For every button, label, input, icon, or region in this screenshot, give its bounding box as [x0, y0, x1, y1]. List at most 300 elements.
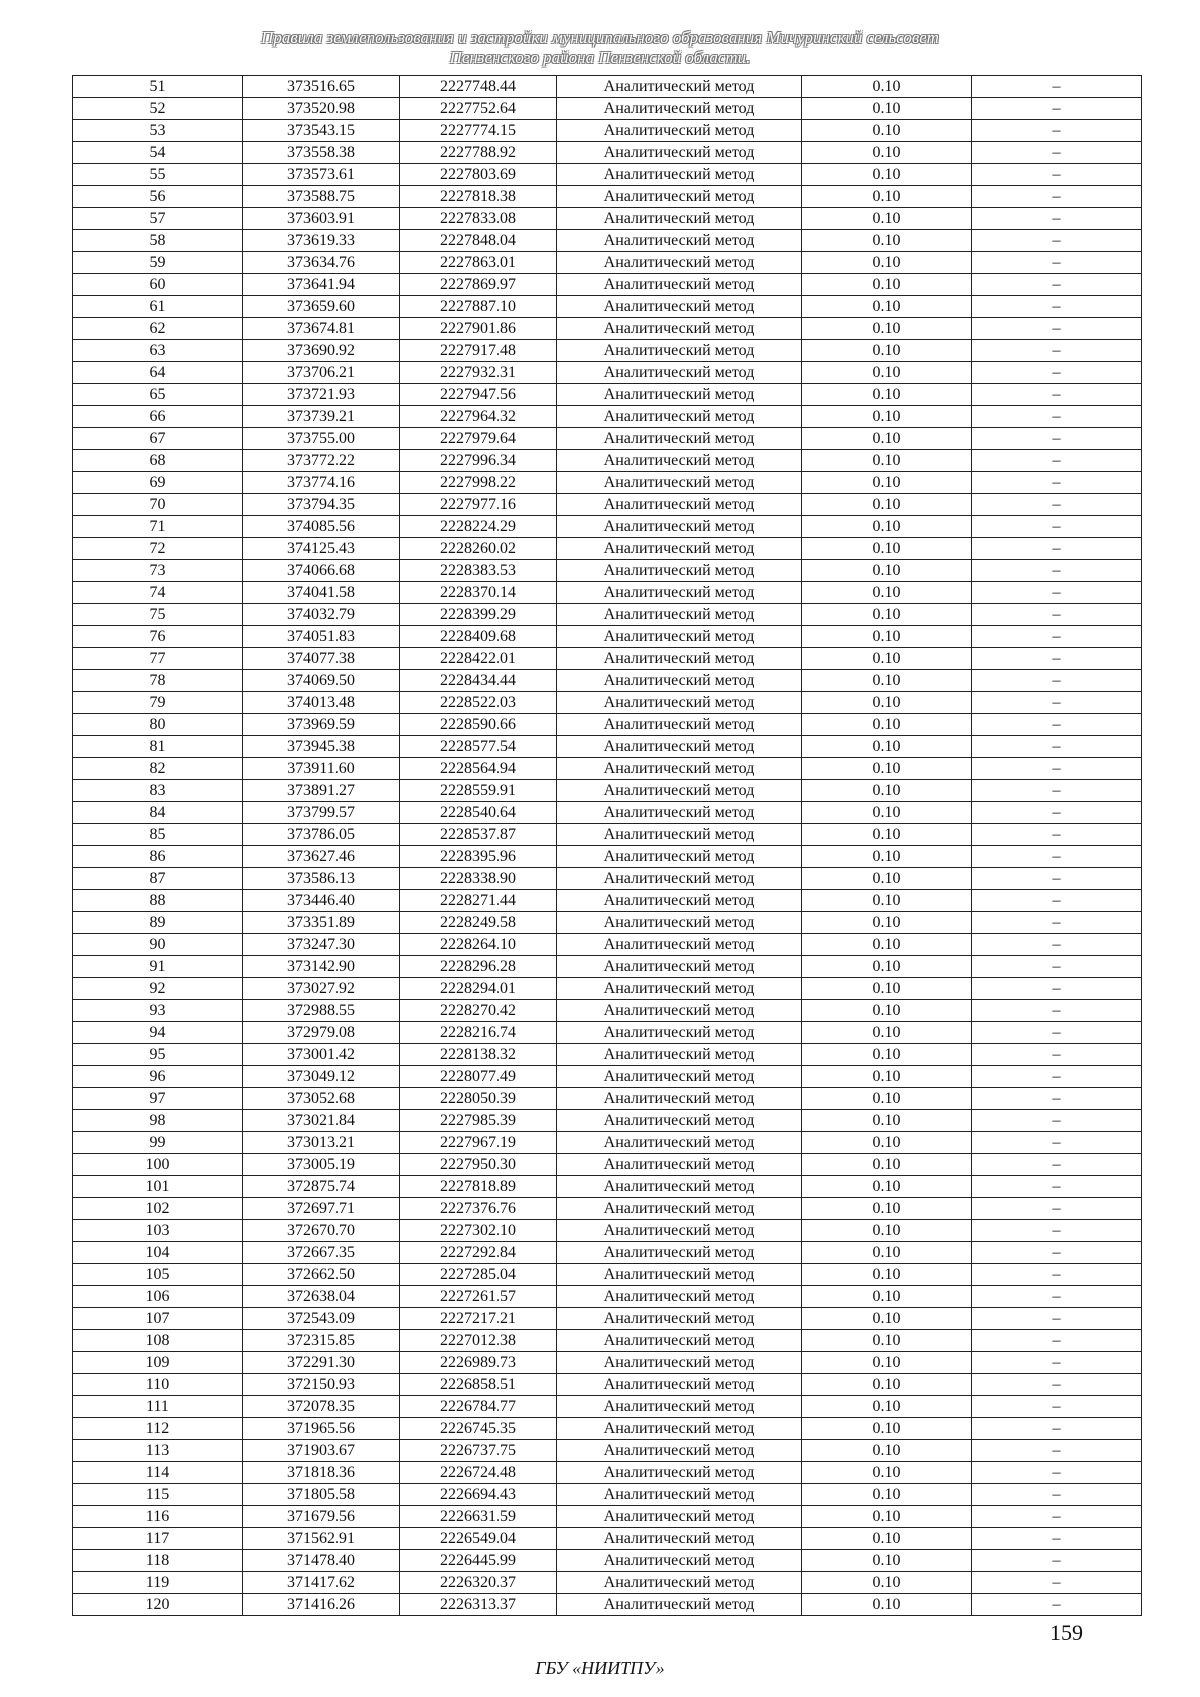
table-row	[73, 274, 1142, 296]
method-cell: Аналитический метод	[557, 1594, 802, 1616]
accuracy-cell: 0.10	[802, 1352, 972, 1374]
method-cell: Аналитический метод	[557, 98, 802, 120]
dash-cell: –	[972, 450, 1142, 472]
accuracy-cell: 0.10	[802, 1484, 972, 1506]
point-number-cell: 73	[73, 560, 243, 582]
y-coordinate-cell: 2227376.76	[400, 1198, 557, 1220]
dash-cell: –	[972, 1176, 1142, 1198]
accuracy-cell: 0.10	[802, 582, 972, 604]
x-coordinate-cell: 373021.84	[243, 1110, 400, 1132]
y-coordinate-cell: 2228383.53	[400, 560, 557, 582]
method-cell: Аналитический метод	[557, 208, 802, 230]
point-number-cell: 109	[73, 1352, 243, 1374]
y-coordinate-cell: 2227788.92	[400, 142, 557, 164]
accuracy-cell: 0.10	[802, 164, 972, 186]
point-number-cell: 106	[73, 1286, 243, 1308]
page-number: 159	[1050, 1620, 1083, 1645]
dash-cell: –	[972, 1022, 1142, 1044]
x-coordinate-cell: 373674.81	[243, 318, 400, 340]
y-coordinate-cell: 2228296.28	[400, 956, 557, 978]
dash-cell: –	[972, 296, 1142, 318]
y-coordinate-cell: 2227967.19	[400, 1132, 557, 1154]
point-number-cell: 68	[73, 450, 243, 472]
method-cell: Аналитический метод	[557, 978, 802, 1000]
y-coordinate-cell: 2228564.94	[400, 758, 557, 780]
y-coordinate-cell: 2226320.37	[400, 1572, 557, 1594]
table-row	[73, 582, 1142, 604]
x-coordinate-cell: 372670.70	[243, 1220, 400, 1242]
point-number-cell: 117	[73, 1528, 243, 1550]
y-coordinate-cell: 2227302.10	[400, 1220, 557, 1242]
method-cell: Аналитический метод	[557, 1396, 802, 1418]
accuracy-cell: 0.10	[802, 912, 972, 934]
table-row	[73, 1154, 1142, 1176]
table-row	[73, 252, 1142, 274]
dash-cell: –	[972, 868, 1142, 890]
x-coordinate-cell: 373052.68	[243, 1088, 400, 1110]
dash-cell: –	[972, 120, 1142, 142]
point-number-cell: 97	[73, 1088, 243, 1110]
y-coordinate-cell: 2226631.59	[400, 1506, 557, 1528]
x-coordinate-cell: 373911.60	[243, 758, 400, 780]
y-coordinate-cell: 2227901.86	[400, 318, 557, 340]
point-number-cell: 59	[73, 252, 243, 274]
accuracy-cell: 0.10	[802, 472, 972, 494]
dash-cell: –	[972, 230, 1142, 252]
accuracy-cell: 0.10	[802, 362, 972, 384]
method-cell: Аналитический метод	[557, 362, 802, 384]
dash-cell: –	[972, 98, 1142, 120]
point-number-cell: 58	[73, 230, 243, 252]
y-coordinate-cell: 2228138.32	[400, 1044, 557, 1066]
point-number-cell: 86	[73, 846, 243, 868]
method-cell: Аналитический метод	[557, 714, 802, 736]
dash-cell: –	[972, 406, 1142, 428]
accuracy-cell: 0.10	[802, 648, 972, 670]
accuracy-cell: 0.10	[802, 252, 972, 274]
accuracy-cell: 0.10	[802, 1044, 972, 1066]
x-coordinate-cell: 372979.08	[243, 1022, 400, 1044]
x-coordinate-cell: 373619.33	[243, 230, 400, 252]
table-row	[73, 670, 1142, 692]
y-coordinate-cell: 2227932.31	[400, 362, 557, 384]
x-coordinate-cell: 373786.05	[243, 824, 400, 846]
accuracy-cell: 0.10	[802, 1000, 972, 1022]
table-row	[73, 1000, 1142, 1022]
dash-cell: –	[972, 1440, 1142, 1462]
accuracy-cell: 0.10	[802, 1066, 972, 1088]
method-cell: Аналитический метод	[557, 582, 802, 604]
accuracy-cell: 0.10	[802, 494, 972, 516]
y-coordinate-cell: 2228271.44	[400, 890, 557, 912]
table-row	[73, 1330, 1142, 1352]
point-number-cell: 64	[73, 362, 243, 384]
method-cell: Аналитический метод	[557, 934, 802, 956]
method-cell: Аналитический метод	[557, 1330, 802, 1352]
page-header	[120, 28, 1080, 68]
method-cell: Аналитический метод	[557, 912, 802, 934]
x-coordinate-cell: 374085.56	[243, 516, 400, 538]
point-number-cell: 113	[73, 1440, 243, 1462]
dash-cell: –	[972, 252, 1142, 274]
y-coordinate-cell: 2227818.89	[400, 1176, 557, 1198]
y-coordinate-cell: 2228249.58	[400, 912, 557, 934]
point-number-cell: 96	[73, 1066, 243, 1088]
point-number-cell: 63	[73, 340, 243, 362]
table-row	[73, 538, 1142, 560]
dash-cell: –	[972, 1154, 1142, 1176]
y-coordinate-cell: 2227261.57	[400, 1286, 557, 1308]
point-number-cell: 85	[73, 824, 243, 846]
point-number-cell: 62	[73, 318, 243, 340]
x-coordinate-cell: 373586.13	[243, 868, 400, 890]
table-row	[73, 648, 1142, 670]
method-cell: Аналитический метод	[557, 1462, 802, 1484]
point-number-cell: 74	[73, 582, 243, 604]
x-coordinate-cell: 374066.68	[243, 560, 400, 582]
accuracy-cell: 0.10	[802, 1396, 972, 1418]
x-coordinate-cell: 373641.94	[243, 274, 400, 296]
dash-cell: –	[972, 318, 1142, 340]
y-coordinate-cell: 2228264.10	[400, 934, 557, 956]
point-number-cell: 53	[73, 120, 243, 142]
accuracy-cell: 0.10	[802, 736, 972, 758]
point-number-cell: 105	[73, 1264, 243, 1286]
dash-cell: –	[972, 736, 1142, 758]
y-coordinate-cell: 2228540.64	[400, 802, 557, 824]
accuracy-cell: 0.10	[802, 208, 972, 230]
y-coordinate-cell: 2227848.04	[400, 230, 557, 252]
y-coordinate-cell: 2226784.77	[400, 1396, 557, 1418]
accuracy-cell: 0.10	[802, 516, 972, 538]
method-cell: Аналитический метод	[557, 1308, 802, 1330]
method-cell: Аналитический метод	[557, 252, 802, 274]
point-number-cell: 107	[73, 1308, 243, 1330]
point-number-cell: 115	[73, 1484, 243, 1506]
method-cell: Аналитический метод	[557, 142, 802, 164]
accuracy-cell: 0.10	[802, 1132, 972, 1154]
x-coordinate-cell: 373049.12	[243, 1066, 400, 1088]
dash-cell: –	[972, 604, 1142, 626]
dash-cell: –	[972, 780, 1142, 802]
dash-cell: –	[972, 1528, 1142, 1550]
accuracy-cell: 0.10	[802, 824, 972, 846]
dash-cell: –	[972, 1000, 1142, 1022]
dash-cell: –	[972, 670, 1142, 692]
method-cell: Аналитический метод	[557, 1572, 802, 1594]
table-row	[73, 1066, 1142, 1088]
table-row	[73, 164, 1142, 186]
point-number-cell: 94	[73, 1022, 243, 1044]
x-coordinate-cell: 372667.35	[243, 1242, 400, 1264]
y-coordinate-cell: 2227803.69	[400, 164, 557, 186]
x-coordinate-cell: 373659.60	[243, 296, 400, 318]
dash-cell: –	[972, 1506, 1142, 1528]
dash-cell: –	[972, 494, 1142, 516]
method-cell: Аналитический метод	[557, 516, 802, 538]
point-number-cell: 71	[73, 516, 243, 538]
point-number-cell: 119	[73, 1572, 243, 1594]
point-number-cell: 56	[73, 186, 243, 208]
method-cell: Аналитический метод	[557, 692, 802, 714]
x-coordinate-cell: 371417.62	[243, 1572, 400, 1594]
accuracy-cell: 0.10	[802, 318, 972, 340]
point-number-cell: 92	[73, 978, 243, 1000]
x-coordinate-cell: 373772.22	[243, 450, 400, 472]
dash-cell: –	[972, 560, 1142, 582]
accuracy-cell: 0.10	[802, 978, 972, 1000]
method-cell: Аналитический метод	[557, 472, 802, 494]
table-row	[73, 1374, 1142, 1396]
accuracy-cell: 0.10	[802, 384, 972, 406]
method-cell: Аналитический метод	[557, 1022, 802, 1044]
y-coordinate-cell: 2227869.97	[400, 274, 557, 296]
table-row	[73, 802, 1142, 824]
point-number-cell: 95	[73, 1044, 243, 1066]
table-row	[73, 76, 1142, 98]
method-cell: Аналитический метод	[557, 648, 802, 670]
table-row	[73, 1088, 1142, 1110]
accuracy-cell: 0.10	[802, 1220, 972, 1242]
method-cell: Аналитический метод	[557, 824, 802, 846]
y-coordinate-cell: 2227950.30	[400, 1154, 557, 1176]
accuracy-cell: 0.10	[802, 1330, 972, 1352]
x-coordinate-cell: 373706.21	[243, 362, 400, 384]
table-row	[73, 1110, 1142, 1132]
y-coordinate-cell: 2228434.44	[400, 670, 557, 692]
table-row	[73, 846, 1142, 868]
dash-cell: –	[972, 472, 1142, 494]
table-row	[73, 428, 1142, 450]
x-coordinate-cell: 373247.30	[243, 934, 400, 956]
table-row	[73, 1242, 1142, 1264]
x-coordinate-cell: 373603.91	[243, 208, 400, 230]
method-cell: Аналитический метод	[557, 1110, 802, 1132]
y-coordinate-cell: 2227998.22	[400, 472, 557, 494]
x-coordinate-cell: 374032.79	[243, 604, 400, 626]
method-cell: Аналитический метод	[557, 1088, 802, 1110]
dash-cell: –	[972, 802, 1142, 824]
point-number-cell: 52	[73, 98, 243, 120]
point-number-cell: 76	[73, 626, 243, 648]
table-row	[73, 318, 1142, 340]
x-coordinate-cell: 371562.91	[243, 1528, 400, 1550]
table-row	[73, 142, 1142, 164]
point-number-cell: 69	[73, 472, 243, 494]
dash-cell: –	[972, 714, 1142, 736]
table-row	[73, 1198, 1142, 1220]
dash-cell: –	[972, 1396, 1142, 1418]
table-row	[73, 978, 1142, 1000]
x-coordinate-cell: 373969.59	[243, 714, 400, 736]
dash-cell: –	[972, 516, 1142, 538]
method-cell: Аналитический метод	[557, 450, 802, 472]
point-number-cell: 55	[73, 164, 243, 186]
dash-cell: –	[972, 1286, 1142, 1308]
accuracy-cell: 0.10	[802, 98, 972, 120]
x-coordinate-cell: 373446.40	[243, 890, 400, 912]
method-cell: Аналитический метод	[557, 736, 802, 758]
accuracy-cell: 0.10	[802, 1594, 972, 1616]
y-coordinate-cell: 2227947.56	[400, 384, 557, 406]
y-coordinate-cell: 2226694.43	[400, 1484, 557, 1506]
table-row	[73, 1418, 1142, 1440]
point-number-cell: 81	[73, 736, 243, 758]
x-coordinate-cell: 372291.30	[243, 1352, 400, 1374]
dash-cell: –	[972, 340, 1142, 362]
point-number-cell: 93	[73, 1000, 243, 1022]
accuracy-cell: 0.10	[802, 406, 972, 428]
y-coordinate-cell: 2228409.68	[400, 626, 557, 648]
dash-cell: –	[972, 1330, 1142, 1352]
coordinates-table	[72, 75, 1142, 1616]
y-coordinate-cell: 2227217.21	[400, 1308, 557, 1330]
y-coordinate-cell: 2226445.99	[400, 1550, 557, 1572]
point-number-cell: 75	[73, 604, 243, 626]
accuracy-cell: 0.10	[802, 802, 972, 824]
accuracy-cell: 0.10	[802, 780, 972, 802]
x-coordinate-cell: 372638.04	[243, 1286, 400, 1308]
method-cell: Аналитический метод	[557, 1242, 802, 1264]
dash-cell: –	[972, 76, 1142, 98]
y-coordinate-cell: 2227285.04	[400, 1264, 557, 1286]
accuracy-cell: 0.10	[802, 714, 972, 736]
method-cell: Аналитический метод	[557, 1066, 802, 1088]
point-number-cell: 118	[73, 1550, 243, 1572]
accuracy-cell: 0.10	[802, 1242, 972, 1264]
method-cell: Аналитический метод	[557, 1440, 802, 1462]
method-cell: Аналитический метод	[557, 1176, 802, 1198]
x-coordinate-cell: 373774.16	[243, 472, 400, 494]
method-cell: Аналитический метод	[557, 538, 802, 560]
dash-cell: –	[972, 428, 1142, 450]
method-cell: Аналитический метод	[557, 406, 802, 428]
method-cell: Аналитический метод	[557, 384, 802, 406]
dash-cell: –	[972, 1550, 1142, 1572]
x-coordinate-cell: 371679.56	[243, 1506, 400, 1528]
point-number-cell: 111	[73, 1396, 243, 1418]
method-cell: Аналитический метод	[557, 318, 802, 340]
point-number-cell: 54	[73, 142, 243, 164]
table-row	[73, 362, 1142, 384]
y-coordinate-cell: 2226989.73	[400, 1352, 557, 1374]
y-coordinate-cell: 2226858.51	[400, 1374, 557, 1396]
dash-cell: –	[972, 1352, 1142, 1374]
accuracy-cell: 0.10	[802, 1264, 972, 1286]
table-row	[73, 560, 1142, 582]
y-coordinate-cell: 2227985.39	[400, 1110, 557, 1132]
table-row	[73, 934, 1142, 956]
point-number-cell: 108	[73, 1330, 243, 1352]
accuracy-cell: 0.10	[802, 1022, 972, 1044]
y-coordinate-cell: 2228338.90	[400, 868, 557, 890]
point-number-cell: 89	[73, 912, 243, 934]
y-coordinate-cell: 2227964.32	[400, 406, 557, 428]
x-coordinate-cell: 371965.56	[243, 1418, 400, 1440]
x-coordinate-cell: 374051.83	[243, 626, 400, 648]
table-row	[73, 780, 1142, 802]
table-row	[73, 956, 1142, 978]
accuracy-cell: 0.10	[802, 1374, 972, 1396]
x-coordinate-cell: 373142.90	[243, 956, 400, 978]
method-cell: Аналитический метод	[557, 120, 802, 142]
accuracy-cell: 0.10	[802, 142, 972, 164]
method-cell: Аналитический метод	[557, 1220, 802, 1242]
x-coordinate-cell: 373573.61	[243, 164, 400, 186]
table-row	[73, 1440, 1142, 1462]
y-coordinate-cell: 2227996.34	[400, 450, 557, 472]
table-row	[73, 1484, 1142, 1506]
y-coordinate-cell: 2228260.02	[400, 538, 557, 560]
y-coordinate-cell: 2227887.10	[400, 296, 557, 318]
point-number-cell: 102	[73, 1198, 243, 1220]
method-cell: Аналитический метод	[557, 274, 802, 296]
y-coordinate-cell: 2228370.14	[400, 582, 557, 604]
dash-cell: –	[972, 1484, 1142, 1506]
method-cell: Аналитический метод	[557, 1198, 802, 1220]
point-number-cell: 99	[73, 1132, 243, 1154]
accuracy-cell: 0.10	[802, 296, 972, 318]
dash-cell: –	[972, 1594, 1142, 1616]
dash-cell: –	[972, 1088, 1142, 1110]
accuracy-cell: 0.10	[802, 604, 972, 626]
point-number-cell: 110	[73, 1374, 243, 1396]
dash-cell: –	[972, 1462, 1142, 1484]
y-coordinate-cell: 2228270.42	[400, 1000, 557, 1022]
accuracy-cell: 0.10	[802, 340, 972, 362]
y-coordinate-cell: 2227748.44	[400, 76, 557, 98]
y-coordinate-cell: 2227292.84	[400, 1242, 557, 1264]
method-cell: Аналитический метод	[557, 802, 802, 824]
x-coordinate-cell: 372315.85	[243, 1330, 400, 1352]
y-coordinate-cell: 2228537.87	[400, 824, 557, 846]
point-number-cell: 72	[73, 538, 243, 560]
table-row	[73, 230, 1142, 252]
accuracy-cell: 0.10	[802, 1440, 972, 1462]
accuracy-cell: 0.10	[802, 1286, 972, 1308]
method-cell: Аналитический метод	[557, 1286, 802, 1308]
accuracy-cell: 0.10	[802, 890, 972, 912]
dash-cell: –	[972, 934, 1142, 956]
x-coordinate-cell: 371478.40	[243, 1550, 400, 1572]
y-coordinate-cell: 2228395.96	[400, 846, 557, 868]
x-coordinate-cell: 372662.50	[243, 1264, 400, 1286]
dash-cell: –	[972, 846, 1142, 868]
table-row	[73, 692, 1142, 714]
accuracy-cell: 0.10	[802, 934, 972, 956]
point-number-cell: 103	[73, 1220, 243, 1242]
method-cell: Аналитический метод	[557, 428, 802, 450]
x-coordinate-cell: 372988.55	[243, 1000, 400, 1022]
point-number-cell: 79	[73, 692, 243, 714]
point-number-cell: 104	[73, 1242, 243, 1264]
table-row	[73, 1550, 1142, 1572]
dash-cell: –	[972, 758, 1142, 780]
accuracy-cell: 0.10	[802, 428, 972, 450]
point-number-cell: 51	[73, 76, 243, 98]
table-row	[73, 604, 1142, 626]
x-coordinate-cell: 371416.26	[243, 1594, 400, 1616]
point-number-cell: 90	[73, 934, 243, 956]
x-coordinate-cell: 374069.50	[243, 670, 400, 692]
point-number-cell: 82	[73, 758, 243, 780]
point-number-cell: 80	[73, 714, 243, 736]
x-coordinate-cell: 373634.76	[243, 252, 400, 274]
dash-cell: –	[972, 1110, 1142, 1132]
point-number-cell: 67	[73, 428, 243, 450]
table-row	[73, 1506, 1142, 1528]
method-cell: Аналитический метод	[557, 1418, 802, 1440]
